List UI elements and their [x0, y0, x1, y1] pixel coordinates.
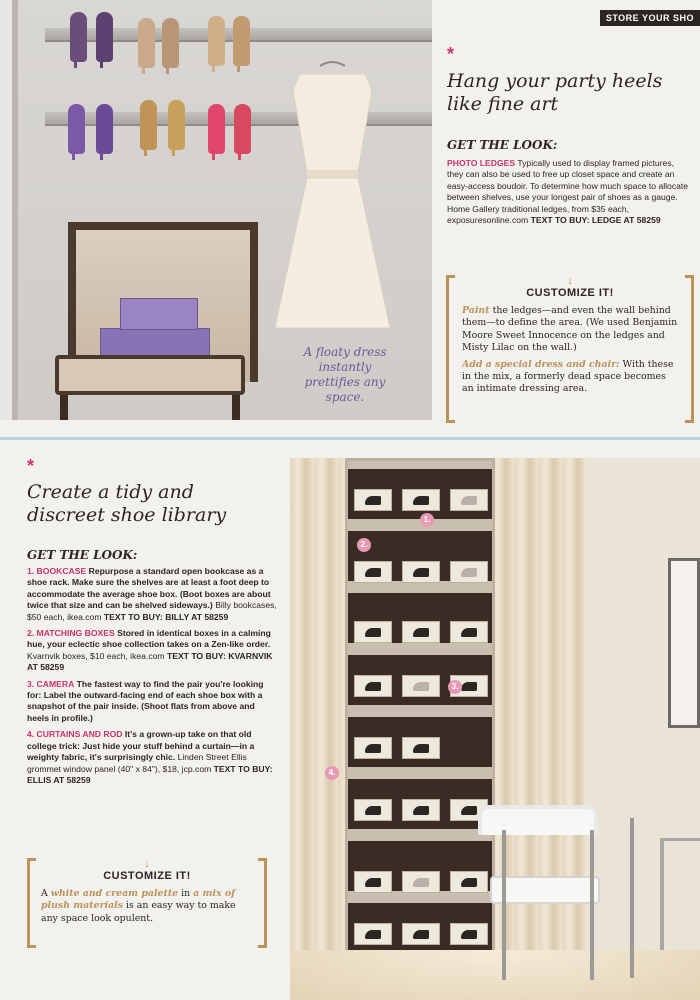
- item-text: The fastest way to find the pair you're looking for: Label the outward-facing end of each shoe box with a snapshot of the pair inside. (Shoot flats from above and heels in profile.): [27, 678, 264, 723]
- shoe-box: [354, 799, 392, 821]
- shoe-box-purple: [120, 298, 198, 330]
- shoe-box: [402, 871, 440, 893]
- text-to-buy: TEXT TO BUY: KVARNVIK AT 58259: [27, 650, 273, 673]
- bottom-photo: [290, 458, 700, 1000]
- white-chair-back: [478, 805, 598, 835]
- customize-box-top: [446, 275, 694, 423]
- heel-shoe: [140, 100, 157, 150]
- side-table: [660, 838, 700, 968]
- text-to-buy: TEXT TO BUY: BILLY AT 58259: [103, 611, 229, 622]
- item-product: Kvarnvik boxes, $10 each, ikea.com: [27, 650, 165, 661]
- get-the-look-heading: GET THE LOOK:: [27, 548, 138, 562]
- shoe-box: [402, 737, 440, 759]
- item-text: Repurpose a standard open bookcase as a shoe rack. Make sure the shelves are at least a foot deep to accommodate the average shoe box. (Boot boxes are about twice that size and can be shelved sideways.): [27, 566, 271, 611]
- lace-dress: [270, 60, 395, 330]
- item-product: Billy bookcases, $50 each, ikea.com: [27, 600, 277, 622]
- tip-text: in: [181, 888, 191, 899]
- heel-shoe: [233, 16, 250, 66]
- curtain-left: [290, 458, 350, 1000]
- get-the-look-heading: GET THE LOOK:: [447, 138, 558, 152]
- callout-badge: 1.: [420, 513, 434, 527]
- item-label: 2. MATCHING BOXES: [27, 628, 115, 639]
- shoe-bookcase: [345, 458, 495, 958]
- down-arrow-icon: ↓: [567, 275, 573, 287]
- heel-shoe: [208, 16, 225, 66]
- headline-line: discreet shoe library: [27, 504, 227, 526]
- heel-shoe: [208, 104, 225, 154]
- asterisk-icon: *: [27, 456, 35, 476]
- shoe-box: [402, 489, 440, 511]
- text-to-buy: TEXT TO BUY: LEDGE AT 58259: [530, 215, 661, 226]
- shoe-box: [450, 923, 488, 945]
- heel-shoe: [96, 12, 113, 62]
- tip-text: With these in the mix, a formerly dead space becomes an intimate dressing area.: [462, 358, 674, 395]
- heel-shoe: [70, 12, 87, 62]
- item-label: 1. BOOKCASE: [27, 566, 87, 576]
- look-item: [27, 679, 279, 725]
- down-arrow-icon: ↓: [144, 858, 150, 870]
- photo-caption: A floaty dress instantly prettifies any space.: [303, 345, 387, 404]
- top-item-copy: [447, 158, 692, 226]
- shoe-box: [354, 737, 392, 759]
- section-divider: [0, 437, 700, 440]
- shoe-box: [354, 871, 392, 893]
- bracket-right: [258, 858, 267, 948]
- callout-badge: 3.: [448, 680, 462, 694]
- tip-lead: white and cream palette: [50, 888, 179, 899]
- shoe-box: [402, 675, 440, 697]
- headline-line: Hang your party heels: [447, 70, 663, 92]
- headline-line: like fine art: [447, 93, 559, 115]
- item-text: It's a grown-up take on that old college trick: Just hide your stuff behind a curtain—in a weighty fabric, it's surprisingly chic.: [27, 729, 255, 763]
- asterisk-icon: *: [447, 44, 455, 64]
- headline-line: Create a tidy and: [27, 481, 194, 503]
- heel-shoe: [96, 104, 113, 154]
- tip-lead: a mix of plush materials: [41, 888, 236, 912]
- shoe-box: [450, 561, 488, 583]
- heel-shoe: [162, 18, 179, 68]
- customize-text: [27, 882, 267, 925]
- chair-leg: [630, 818, 634, 978]
- shoe-box: [402, 923, 440, 945]
- customize-text: [446, 299, 694, 396]
- shoe-box: [354, 923, 392, 945]
- customize-title: CUSTOMIZE IT!: [103, 870, 191, 882]
- look-item: [27, 628, 279, 674]
- heel-shoe: [68, 104, 85, 154]
- chair-leg: [590, 830, 594, 980]
- bottom-items-copy: [27, 566, 279, 791]
- heel-shoe: [138, 18, 155, 68]
- shoe-box: [354, 675, 392, 697]
- heel-shoe: [234, 104, 251, 154]
- fur-rug: [290, 950, 700, 1000]
- top-headline: [447, 70, 697, 116]
- item-text: Typically used to display framed pictures, they can also be used to free up closet space and create an easy-access boudoir. To determine how much space to allocate between shelves, use your longest pair of shoes as a gauge.: [447, 158, 689, 203]
- shoe-box: [450, 621, 488, 643]
- item-label: PHOTO LEDGES: [447, 158, 516, 168]
- tip-text: is an easy way to make any space look opulent.: [41, 900, 236, 924]
- shoe-box: [354, 561, 392, 583]
- tip-lead: Add a special dress and chair:: [462, 358, 620, 370]
- shoe-box: [354, 489, 392, 511]
- shoe-box: [354, 621, 392, 643]
- shoe-box: [402, 799, 440, 821]
- armchair-seat: [55, 355, 245, 395]
- look-item: [27, 729, 279, 786]
- item-product: Home Gallery traditional ledges, from $35 each, exposuresonline.com: [447, 203, 629, 226]
- white-chair-seat: [490, 876, 600, 904]
- bracket-left: [446, 275, 455, 423]
- shoe-box: [402, 621, 440, 643]
- chair-leg: [232, 395, 240, 420]
- shoe-box: [450, 871, 488, 893]
- look-item: [27, 566, 279, 623]
- chair-leg: [60, 395, 68, 420]
- shoe-box: [450, 489, 488, 511]
- item-label: 3. CAMERA: [27, 678, 75, 689]
- item-text: Stored in identical boxes in a calming hue, your eclectic shoe collection takes on a Zen-like order.: [27, 628, 271, 650]
- heel-shoe: [168, 100, 185, 150]
- customize-title: CUSTOMIZE IT!: [526, 287, 614, 299]
- tip-text: A: [41, 888, 48, 899]
- callout-badge: 2.: [357, 538, 371, 552]
- bracket-left: [27, 858, 36, 948]
- bracket-right: [685, 275, 694, 423]
- shoe-box: [402, 561, 440, 583]
- callout-badge: 4.: [325, 766, 339, 780]
- wall-frame: [668, 558, 700, 728]
- section-tag: STORE YOUR SHO: [600, 10, 700, 26]
- item-label: 4. CURTAINS AND ROD: [27, 729, 123, 740]
- bottom-headline: [27, 481, 282, 527]
- chair-leg: [502, 830, 506, 980]
- customize-box-bottom: [27, 858, 267, 948]
- wall-edge-shadow: [12, 0, 18, 420]
- tip-text: the ledges—and even the wall behind them—to define the area. (We used Benjamin Moore Sweet Innocence on the ledges and Misty Lilac on the wall.): [462, 305, 678, 354]
- item-product: Linden Street Ellis grommet window panel (40" x 84"), $18, jcp.com: [27, 752, 247, 774]
- tip-lead: Paint: [462, 305, 490, 316]
- text-to-buy: TEXT TO BUY: ELLIS AT 58259: [27, 763, 273, 785]
- top-photo: [0, 0, 432, 420]
